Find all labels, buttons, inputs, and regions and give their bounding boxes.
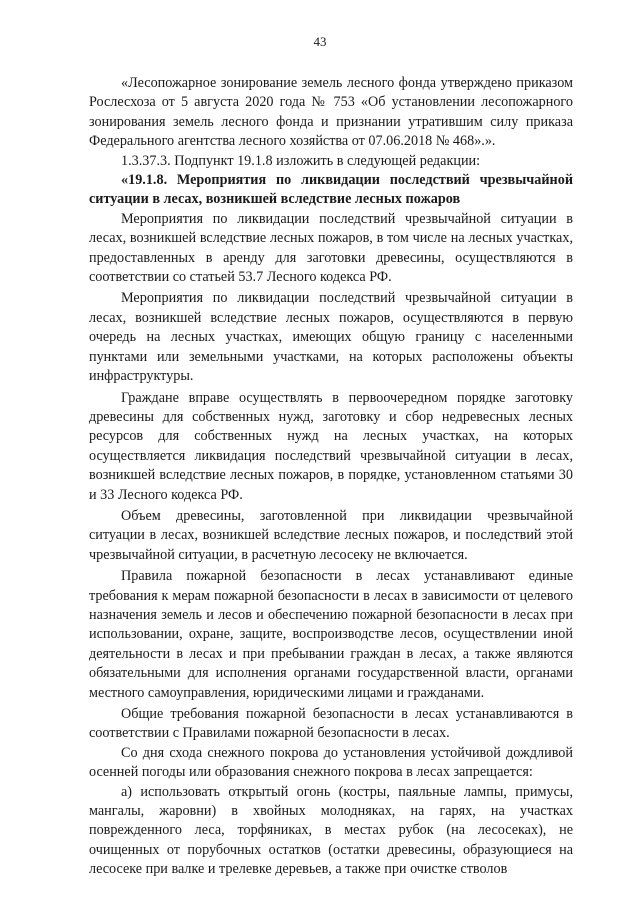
list-item-a-open-fire: а) использовать открытый огонь (костры, паяльные лампы, примусы, мангалы, жаровни) в хвойных молодняках, на гарях, на участках поврежденного леса, торфяниках, в местах рубок (на лесосеках), не очищенных от порубочных остатков (остатки древесины, образующиеся на лесосеке при валке и трелевке деревьев, а также при очистке стволов bbox=[89, 783, 573, 878]
document-body bbox=[89, 74, 573, 880]
page-number: 43 bbox=[313, 34, 327, 49]
paragraph-zoning-quote: «Лесопожарное зонирование земель лесного фонда утверждено приказом Рослесхоза от 5 августа 2020 года № 753 «Об установлении лесопожарного зонирования земель лесного фонда и признании утратившим силу приказа Федерального агентства лесного хозяйства от 07.06.2018 № 468».». bbox=[89, 75, 573, 150]
paragraph-citizens-rights: Граждане вправе осуществлять в первоочередном порядке заготовку древесины для собственных нужд, заготовку и сбор недревесных лесных ресурсов для собственных нужд на лесных участках, на которых осуществляется ликвидация последствий чрезвычайной ситуации в лесах, возникшей вследствие лесных пожаров, в порядке, установленном статьями 30 и 33 Лесного кодекса РФ. bbox=[89, 389, 573, 503]
paragraph-general-requirements: Общие требования пожарной безопасности в лесах устанавливаются в соответствии с Правилами пожарной безопасности в лесах. bbox=[89, 706, 573, 742]
section-heading-19-1-8: «19.1.8. Мероприятия по ликвидации последствий чрезвычайной ситуации в лесах, возникшей вследствие лесных пожаров bbox=[89, 172, 573, 208]
paragraph-amendment-instruction: 1.3.37.3. Подпункт 19.1.8 изложить в следующей редакции: bbox=[121, 152, 481, 169]
paragraph-measures-leased-plots: Мероприятия по ликвидации последствий чрезвычайной ситуации в лесах, возникшей вследствие лесных пожаров, в том числе на лесных участках, предоставленных в аренду для заготовки древесины, осуществляются в соответствии со статьей 53.7 Лесного кодекса РФ. bbox=[89, 210, 573, 286]
paragraph-snow-period-prohibitions: Со дня схода снежного покрова до установления устойчивой дождливой осенней погоды или образования снежного покрова в лесах запрещается: bbox=[89, 744, 573, 781]
paragraph-fire-safety-rules: Правила пожарной безопасности в лесах устанавливают единые требования к мерам пожарной безопасности в лесах в зависимости от целевого назначения земель и лесов и обеспечению пожарной безопасности в лесах при использовании, охране, защите, воспроизводстве лесов, осуществлении иной деятельности в лесах и при пребывании граждан в лесах, а также являются обязательными для исполнения органами государственной власти, органами местного самоуправления, юридическими лицами и гражданами. bbox=[89, 568, 573, 701]
paragraph-timber-volume: Объем древесины, заготовленной при ликвидации чрезвычайной ситуации в лесах, возникшей вследствие лесных пожаров, и последствий этой чрезвычайной ситуации, в расчетную лесосеку не включается. bbox=[89, 507, 573, 563]
paragraph-priority-plots: Мероприятия по ликвидации последствий чрезвычайной ситуации в лесах, возникшей вследствие лесных пожаров, осуществляются в первую очередь на лесных участках, имеющих общую границу с населенными пунктами или земельными участками, на которых расположены объекты инфраструктуры. bbox=[89, 290, 573, 385]
